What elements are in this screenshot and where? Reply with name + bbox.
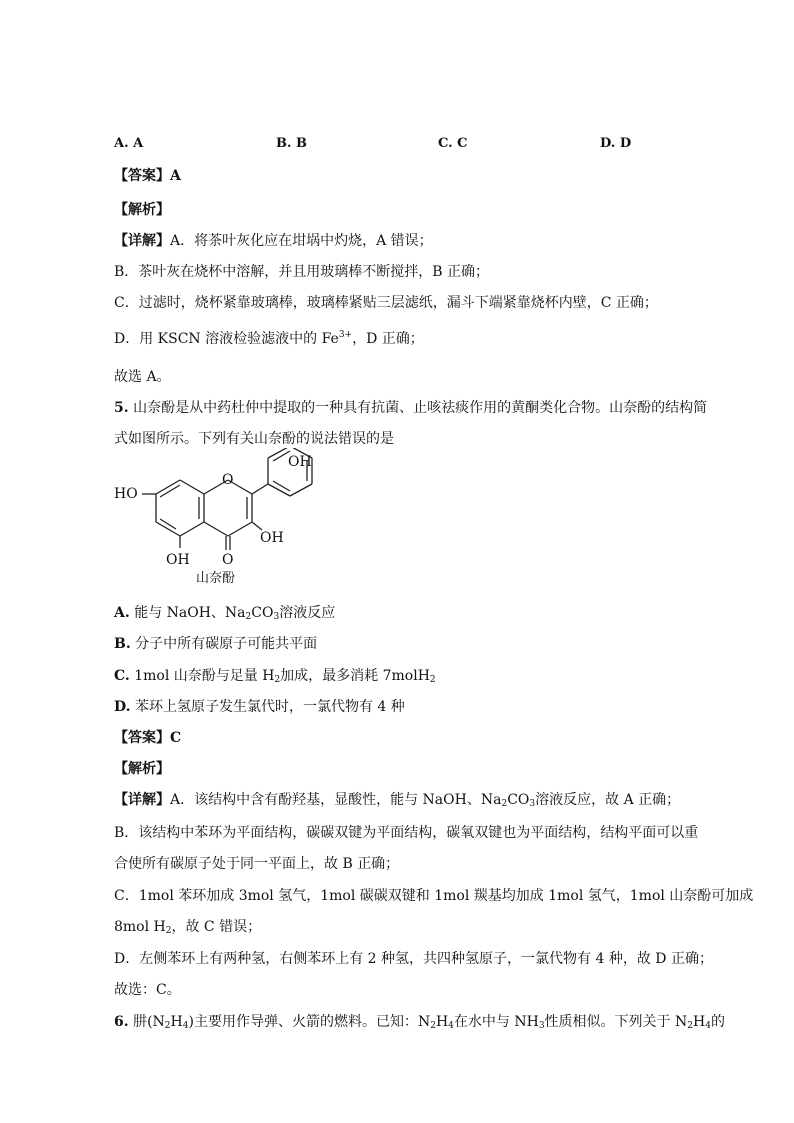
prev-option-a: A. A [114,136,144,151]
q4-detail-a-text: A．将茶叶灰化应在坩埚中灼烧，A 错误； [170,233,433,249]
q5-detail-b-line1: B．该结构中苯环为平面结构，碳碳双键为平面结构，碳氧双键也为平面结构，结构平面可以重 [114,825,699,841]
figure-caption: 山奈酚 [196,571,236,586]
q5-analysis: 【解析】 [114,761,170,777]
q4-detail-d: D．用 KSCN 溶液检验滤液中的 $Fe^{3+}$，D 正确； [114,330,424,347]
label-oh-bottom: OH [166,552,190,568]
label-oh-right: OH [260,530,284,546]
kaempferol-structure [112,448,342,588]
q4-answer: 【答案】A [114,168,181,184]
q4-detail-a [114,230,433,250]
q4-detail-b: B．茶叶灰在烧杯中溶解，并且用玻璃棒不断搅拌，B 正确； [114,264,490,280]
q5-detail-c-line1: C．1mol 苯环加成 3mol 氢气，1mol 碳碳双键和 1mol 羰基均加成 1mol 氢气，1mol 山奈酚可加成 [114,888,754,904]
q5-number: 5. [114,400,129,416]
label-oh-top: OH [288,454,312,470]
label-o-ring: O [222,472,234,488]
q6-stem: 6. 肼$(N_2H_4)$主要用作导弹、火箭的燃料。已知：$N_2H_4$在水中与 $NH_3$性质相似。下列关于 $N_2H_4$的 [114,1014,725,1031]
prev-options-row [0,136,794,156]
label-ho-left: HO [114,486,138,502]
q4-detail-c: C．过滤时，烧杯紧靠玻璃棒，玻璃棒紧贴三层滤纸，漏斗下端紧靠烧杯内壁，C 正确； [114,295,658,311]
q6-number: 6. [114,1014,129,1030]
q5-option-d: D. 苯环上氢原子发生氯代时，一氯代物有 4 种 [114,699,405,715]
q5-detail-b-line2: 合使所有碳原子处于同一平面上，故 B 正确； [114,856,400,872]
q5-option-b: B. 分子中所有碳原子可能共平面 [114,636,318,652]
q5-stem-line1: 5. 山奈酚是从中药杜仲中提取的一种具有抗菌、止咳祛痰作用的黄酮类化合物。山奈酚的结构简 [114,400,708,416]
q5-conclusion: 故选：C。 [114,982,181,998]
q5-answer: 【答案】C [114,730,182,746]
q4-analysis: 【解析】 [114,202,170,218]
label-o-carbonyl: O [222,552,234,568]
q5-option-c: C. 1mol 山奈酚与足量 $H_2$加成，最多消耗 7molH$_2$ [114,668,436,685]
q5-detail-d: D．左侧苯环上有两种氢，右侧苯环上有 2 种氢，共四种氢原子，一氯代物有 4 种，故 D 正确； [114,951,713,967]
q5-detail-c-line2: 8mol $H_2$，故 C 错误； [114,919,262,936]
q5-option-a: A. 能与 NaOH、$Na_2CO_3$溶液反应 [114,605,336,622]
q4-detail-prefix: 【详解】 [114,233,170,249]
q4-conclusion: 故选 A。 [114,369,171,385]
prev-option-d: D. D [600,136,632,151]
prev-option-c: C. C [438,136,468,151]
prev-option-b: B. B [276,136,308,151]
q5-stem-line2: 式如图所示。下列有关山奈酚的说法错误的是 [114,431,394,447]
q5-detail-a: 【详解】A．该结构中含有酚羟基，显酸性，能与 NaOH、$Na_2CO_3$溶液反应，故 A 正确； [114,792,681,809]
